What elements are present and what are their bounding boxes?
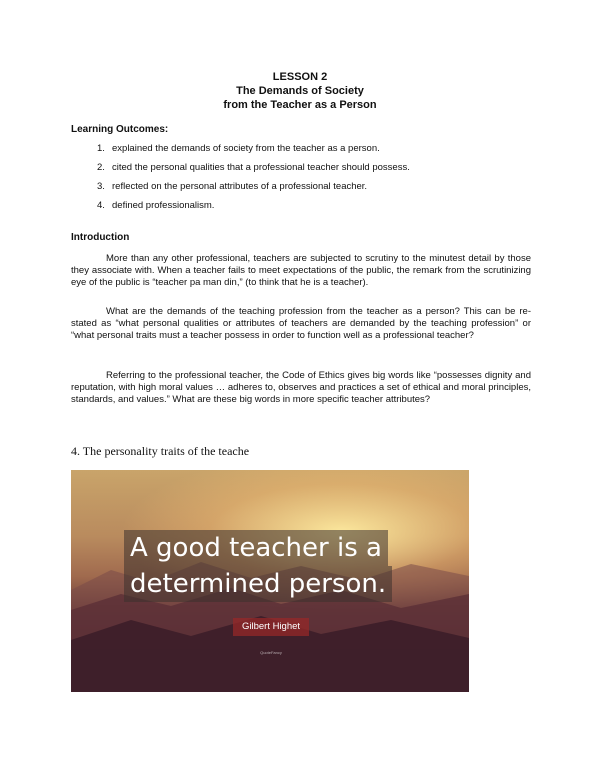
lesson-title-line2: from the Teacher as a Person — [223, 99, 377, 111]
learning-outcomes-list — [97, 143, 537, 219]
list-item-number: 4. — [97, 200, 105, 211]
intro-paragraph-2: What are the demands of the teaching profession from the teacher as a person? This can be re-stated as “what personal qualities or attributes of teachers are demanded by the teaching profession” or “what personal traits must a teacher possess in order to function well as a professional teacher? — [71, 306, 531, 341]
figure-caption: 4. The personality traits of the teache — [71, 444, 250, 458]
lesson-title-block — [0, 70, 600, 112]
quote-line-2: determined person. — [124, 566, 392, 602]
quote-author-badge: Gilbert Highet — [233, 618, 309, 636]
introduction-heading: Introduction — [71, 232, 130, 243]
list-item-text: defined professionalism. — [112, 200, 215, 211]
list-item-number: 2. — [97, 162, 105, 173]
list-item-text: reflected on the personal attributes of a professional teacher. — [112, 181, 368, 192]
watermark-logo: QuoteFancy — [260, 650, 282, 655]
list-item — [97, 200, 537, 219]
list-item-number: 3. — [97, 181, 105, 192]
list-item-number: 1. — [97, 143, 105, 154]
list-item — [97, 162, 537, 181]
list-item — [97, 181, 537, 200]
list-item — [97, 143, 537, 162]
learning-outcomes-heading: Learning Outcomes: — [71, 124, 169, 135]
lesson-number: LESSON 2 — [272, 71, 328, 83]
lesson-title-line1: The Demands of Society — [236, 85, 364, 97]
quote-image — [71, 470, 469, 692]
quote-line-1: A good teacher is a — [124, 530, 388, 566]
intro-paragraph-1: More than any other professional, teachers are subjected to scrutiny to the minutest detail by those they associate with. When a teacher fails to meet expectations of the public, the remark from the scrutinizing eye of the public is “teacher pa man din,” (to think that he is a teacher). — [71, 253, 531, 288]
quote-text — [124, 530, 418, 602]
list-item-text: explained the demands of society from the teacher as a person. — [112, 143, 380, 154]
list-item-text: cited the personal qualities that a professional teacher should possess. — [112, 162, 410, 173]
intro-paragraph-3: Referring to the professional teacher, the Code of Ethics gives big words like “possesses dignity and reputation, with high moral values … adheres to, observes and practices a set of ethical and moral principles, standards, and values.” What are these big words in more specific teacher attributes? — [71, 370, 531, 405]
